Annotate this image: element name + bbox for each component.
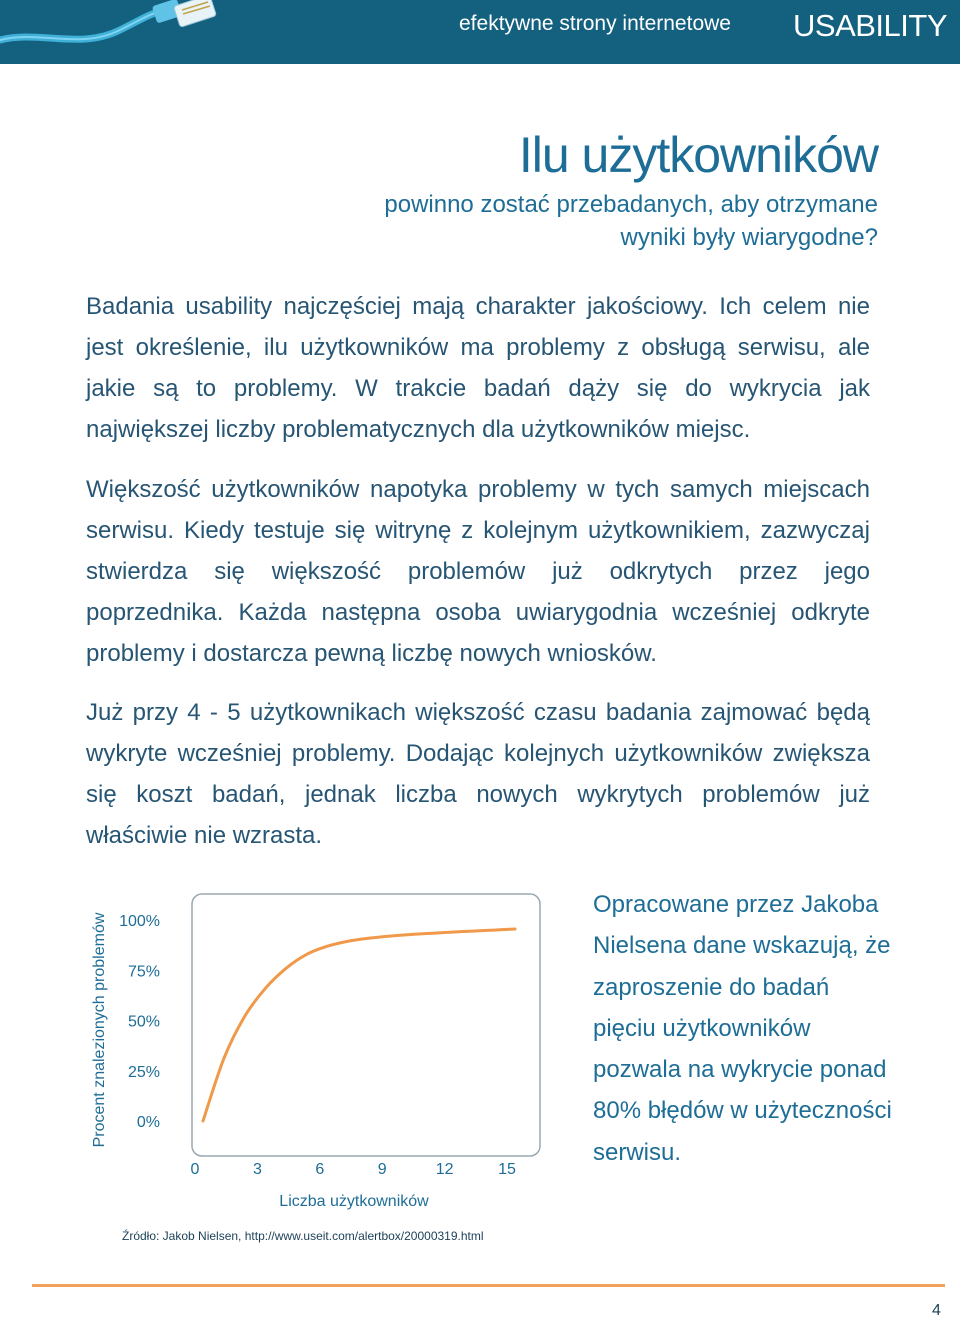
page-number: 4 <box>932 1302 941 1319</box>
chart-y-tick-label: 100% <box>119 913 160 930</box>
paragraph-3: Już przy 4 - 5 użytkownikach większość czasu badania zajmować będą wykryte wcześniej problemy. Dodając kolejnych użytkowników zwiększa się koszt badań, jednak liczba nowych wykrytych problemów już właściwie nie wzrasta. <box>86 699 870 849</box>
chart-x-axis-label: Liczba użytkowników <box>279 1193 429 1210</box>
chart-x-tick-label: 6 <box>315 1161 325 1178</box>
chart-y-tick-label: 25% <box>127 1063 160 1081</box>
page-subtitle: powinno zostać przebadanych, aby otrzymane wyniki były wiarygodne? <box>384 191 878 251</box>
chart-y-axis-label: Procent znalezionych problemów <box>91 912 108 1148</box>
paragraph-2: Większość użytkowników napotyka problemy w tych samych miejscach serwisu. Kiedy testuje się witrynę z kolejnym użytkownikiem, zazwyczaj stwierdza się większość problemów już odkrytych przez jego poprzednika. Każda następna osoba uwiarygodnia wcześniej odkryte problemy i dostarcza pewną liczbę nowych wniosków. <box>86 476 870 667</box>
header-brand: USABILITY <box>793 8 947 43</box>
footer-divider <box>32 1284 945 1287</box>
chart-y-tick-label: 50% <box>127 1013 160 1031</box>
chart-x-tick-label: 0 <box>190 1161 200 1178</box>
chart-x-tick-label: 12 <box>435 1161 454 1178</box>
chart-x-tick-label: 9 <box>377 1161 387 1178</box>
side-note: Opracowane przez Jakoba Nielsena dane wskazują, że zaproszenie do badań pięciu użytkowników pozwala na wykrycie ponad 80% błędów w użyteczności serwisu. <box>593 891 892 1166</box>
page-title: Ilu użytkowników <box>518 127 878 183</box>
source-citation: Źródło: Jakob Nielsen, http://www.useit.com/alertbox/20000319.html <box>122 1229 484 1243</box>
chart-x-tick-label: 3 <box>252 1161 262 1178</box>
network-cable-icon <box>0 0 230 64</box>
chart-y-tick-label: 75% <box>127 963 160 981</box>
chart-canvas <box>80 880 560 1220</box>
chart-y-tick-label: 0% <box>136 1114 160 1131</box>
header-band <box>0 0 960 64</box>
header-tagline: efektywne strony internetowe <box>459 12 731 35</box>
paragraph-1: Badania usability najczęściej mają charakter jakościowy. Ich celem nie jest określenie, ilu użytkowników ma problemy z obsługą serwisu, ale jakie są to problemy. W trakcie badań dąży się do wykrycia jak największej liczby problematycznych dla użytkowników miejsc. <box>86 293 870 443</box>
chart-plot-frame <box>192 894 540 1156</box>
chart-x-tick-label: 15 <box>498 1161 516 1178</box>
